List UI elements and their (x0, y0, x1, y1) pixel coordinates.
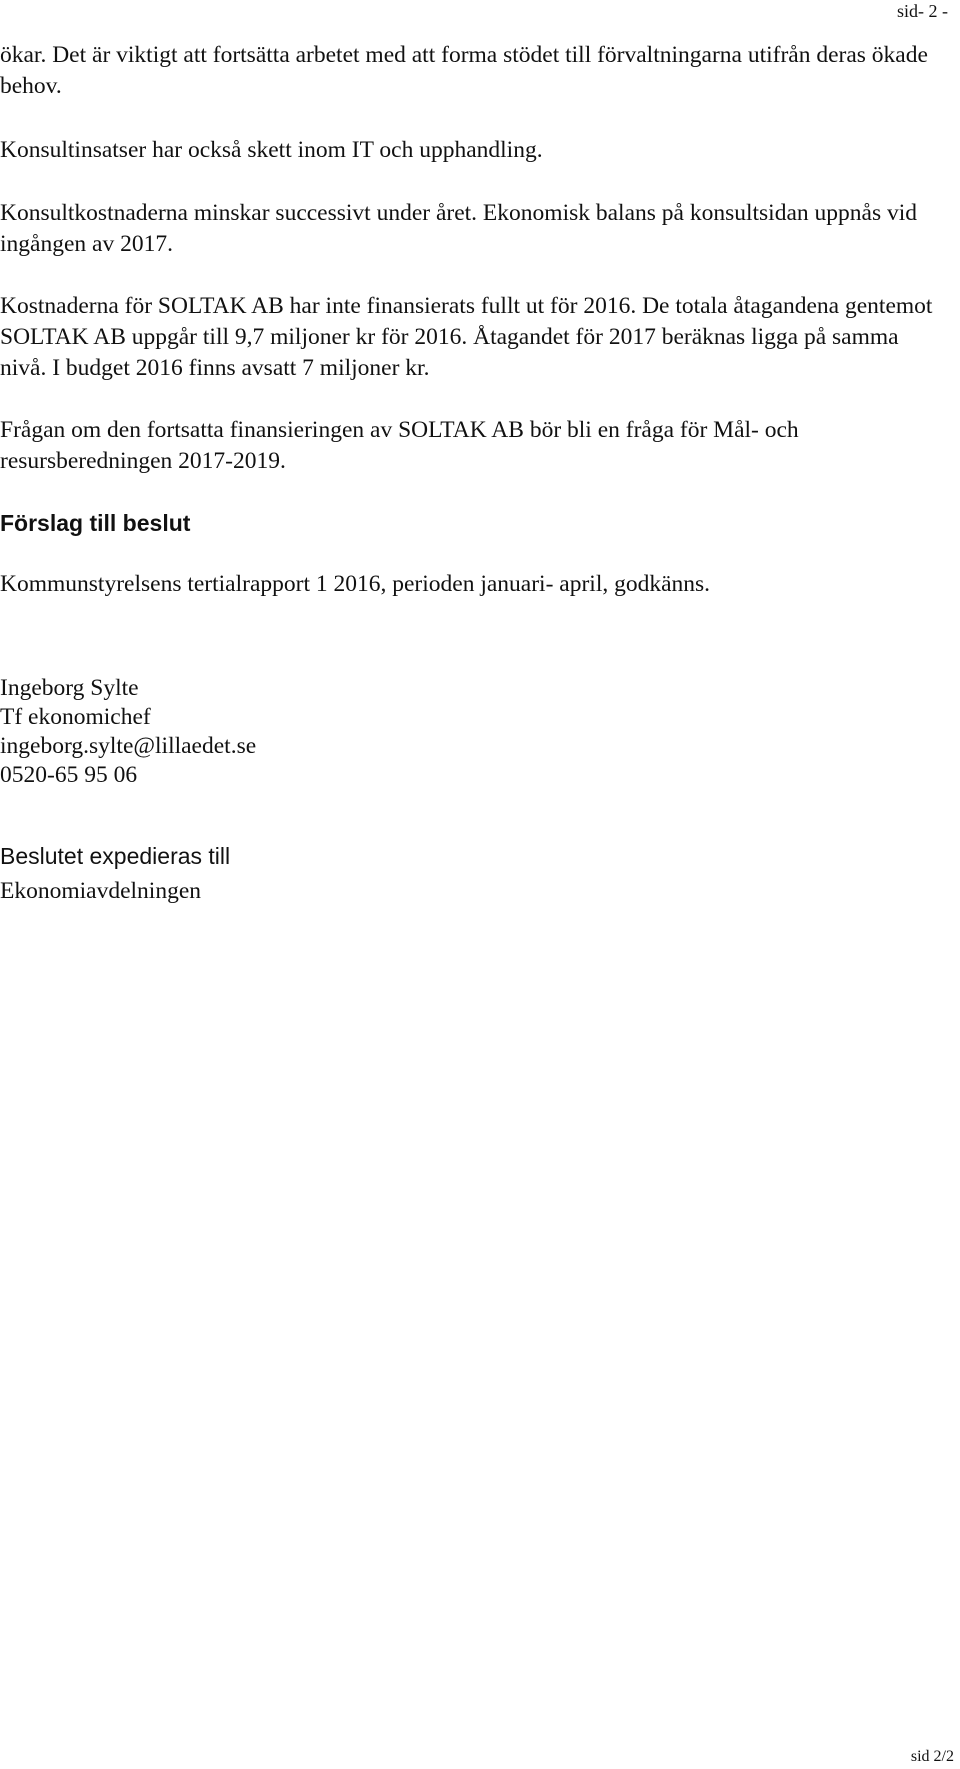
document-body (0, 40, 940, 907)
contact-phone: 0520-65 95 06 (0, 762, 138, 788)
paragraph-soltak-costs: Kostnaderna för SOLTAK AB har inte finansierats fullt ut för 2016. De totala åtagandena gentemot SOLTAK AB uppgår till 9,7 miljoner kr för 2016. Åtagandet för 2017 beräknas ligga på samma nivå. I budget 2016 finns avsatt 7 miljoner kr. (0, 293, 933, 381)
page-number-header: sid- 2 - (897, 1, 948, 21)
distribution-recipient: Ekonomiavdelningen (0, 878, 202, 904)
paragraph-consultant-costs: Konsultkostnaderna minskar successivt under året. Ekonomisk balans på konsultsidan uppnås vid ingången av 2017. (0, 200, 917, 257)
paragraph-consultants-it: Konsultinsatser har också skett inom IT och upphandling. (0, 137, 543, 163)
contact-name: Ingeborg Sylte (0, 675, 139, 701)
paragraph-staff-support: ökar. Det är viktigt att fortsätta arbetet med att forma stödet till förvaltningarna utifrån deras ökade behov. (0, 42, 928, 99)
contact-title: Tf ekonomichef (0, 704, 151, 730)
contact-block (0, 674, 940, 790)
page-number-footer: sid 2/2 (910, 1748, 954, 1765)
proposal-text: Kommunstyrelsens tertialrapport 1 2016, perioden januari- april, godkänns. (0, 571, 711, 597)
paragraph-soltak-financing: Frågan om den fortsatta finansieringen av SOLTAK AB bör bli en fråga för Mål- och resursberedningen 2017-2019. (0, 417, 799, 474)
distribution-heading: Beslutet expedieras till (0, 843, 231, 869)
contact-email: ingeborg.sylte@lillaedet.se (0, 733, 257, 759)
proposal-heading: Förslag till beslut (0, 510, 191, 536)
